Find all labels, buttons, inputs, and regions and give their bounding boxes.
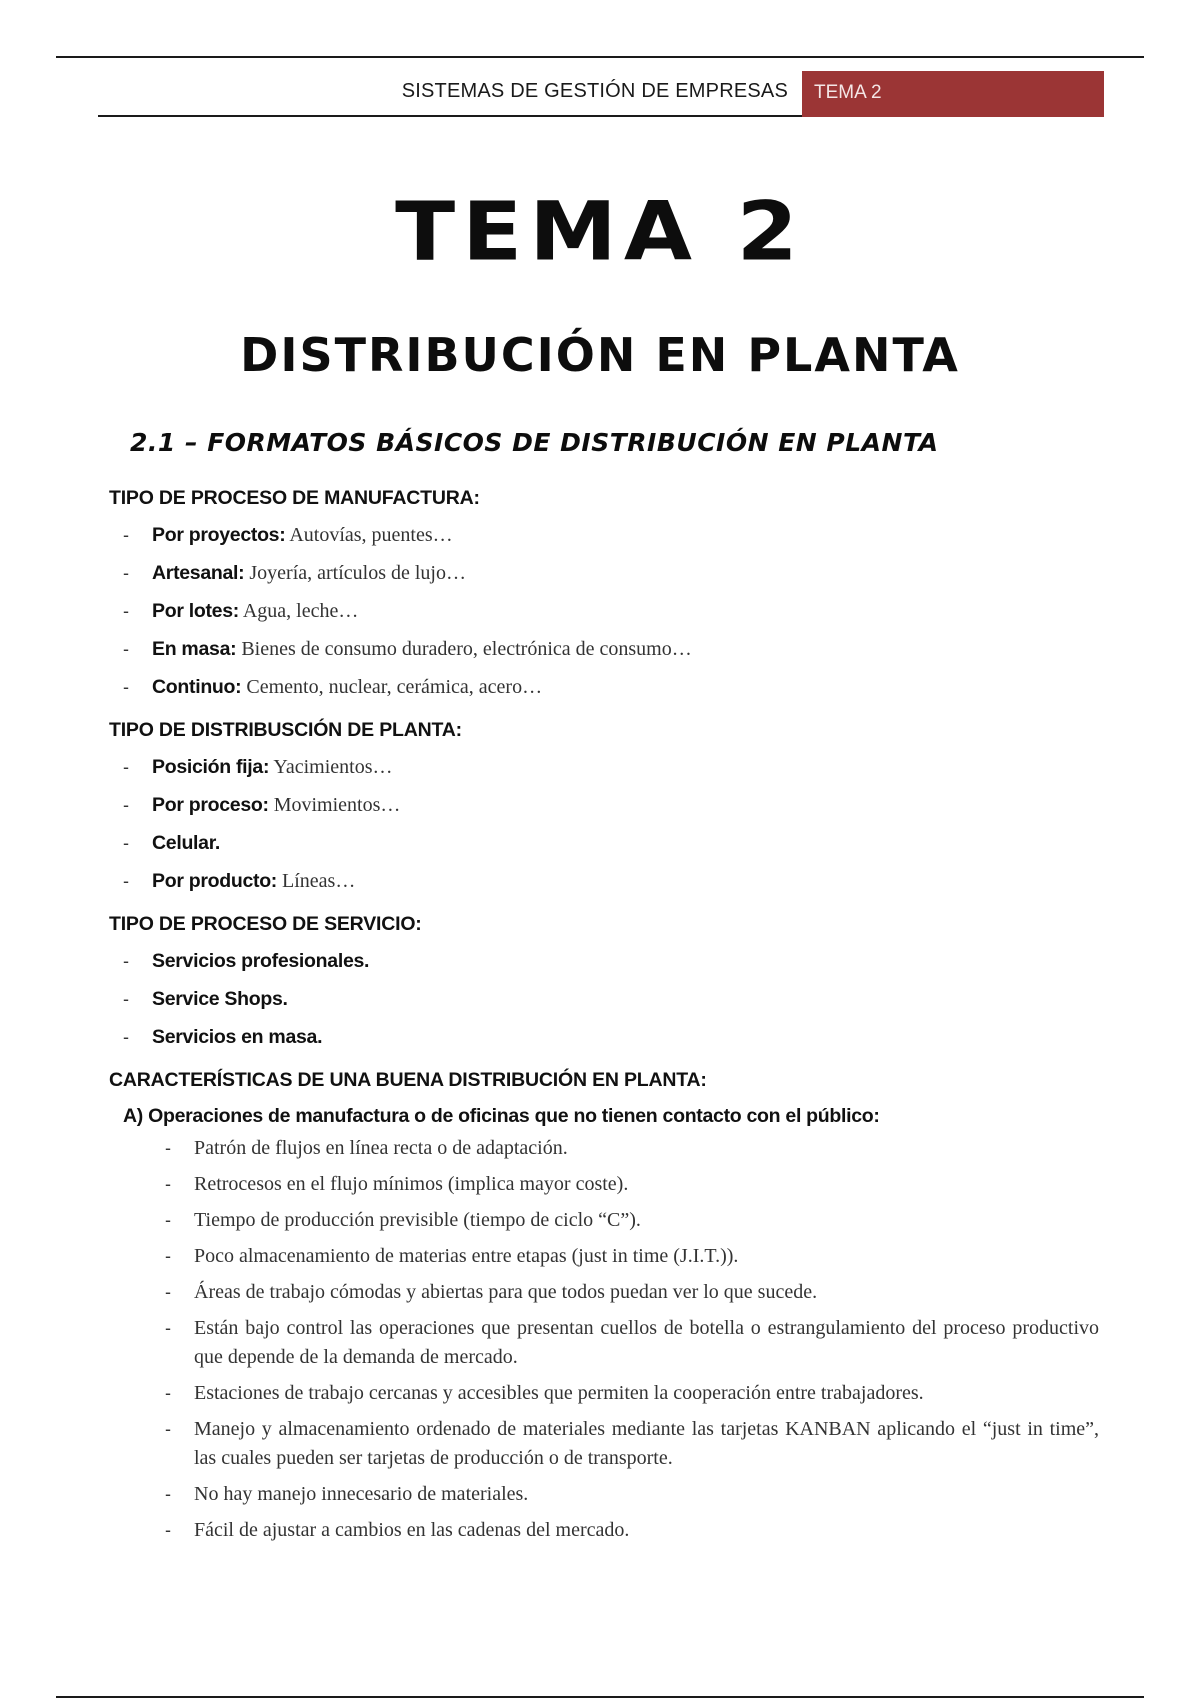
- list-item: [109, 1516, 1099, 1545]
- item-text: Tiempo de producción previsible (tiempo de ciclo “C”).: [194, 1209, 641, 1231]
- dash-bullet-icon: -: [123, 677, 129, 697]
- bullet-list: [109, 748, 1099, 900]
- item-term: Servicios profesionales.: [152, 950, 370, 972]
- item-text: Manejo y almacenamiento ordenado de materiales mediante las tarjetas KANBAN aplicando el “just in time”, las cuales pueden ser tarjetas de producción o de transporte.: [194, 1418, 1099, 1469]
- item-term: Artesanal:: [152, 562, 245, 584]
- item-term: Continuo:: [152, 676, 242, 698]
- group-title: TIPO DE DISTRIBUSCIÓN DE PLANTA:: [109, 719, 462, 741]
- item-text: Están bajo control las operaciones que presentan cuellos de botella o estrangulamiento del proceso productivo que depende de la demanda de mercado.: [194, 1317, 1099, 1368]
- dash-bullet-icon: -: [123, 833, 129, 853]
- dash-bullet-icon: -: [123, 795, 129, 815]
- characteristics-list: [109, 1134, 1099, 1545]
- item-term: Service Shops.: [152, 988, 288, 1010]
- dash-bullet-icon: -: [123, 601, 129, 621]
- item-term: Celular.: [152, 832, 221, 854]
- group-service-process: [109, 906, 1099, 1056]
- list-item: [109, 668, 1099, 706]
- list-item: [109, 1170, 1099, 1199]
- dash-bullet-icon: -: [165, 1419, 171, 1439]
- item-term: En masa:: [152, 638, 237, 660]
- dash-bullet-icon: -: [165, 1318, 171, 1338]
- dash-bullet-icon: -: [165, 1138, 171, 1158]
- group-characteristics: [109, 1062, 1099, 1545]
- dash-bullet-icon: -: [165, 1246, 171, 1266]
- dash-bullet-icon: -: [123, 757, 129, 777]
- item-description: Autovías, puentes…: [289, 524, 453, 546]
- item-description: Joyería, artículos de lujo…: [249, 562, 466, 584]
- list-item: [109, 1206, 1099, 1235]
- group-manufacturing-process: [109, 480, 1099, 706]
- characteristics-subheading: A) Operaciones de manufactura o de oficinas que no tienen contacto con el público:: [123, 1105, 880, 1127]
- dash-bullet-icon: -: [165, 1484, 171, 1504]
- header-underline: [98, 115, 804, 117]
- list-item: [109, 748, 1099, 786]
- dash-bullet-icon: -: [165, 1383, 171, 1403]
- document-subtitle: DISTRIBUCIÓN EN PLANTA: [240, 328, 960, 382]
- group-title: CARACTERÍSTICAS DE UNA BUENA DISTRIBUCIÓN EN PLANTA:: [109, 1069, 707, 1091]
- list-item: [109, 1314, 1099, 1372]
- group-title: TIPO DE PROCESO DE SERVICIO:: [109, 913, 422, 935]
- item-description: Movimientos…: [273, 794, 401, 816]
- dash-bullet-icon: -: [165, 1174, 171, 1194]
- list-item: [109, 1018, 1099, 1056]
- list-item: [109, 942, 1099, 980]
- list-item: [109, 1379, 1099, 1408]
- item-text: Estaciones de trabajo cercanas y accesibles que permiten la cooperación entre trabajadores.: [194, 1382, 924, 1404]
- item-description: Bienes de consumo duradero, electrónica de consumo…: [241, 638, 692, 660]
- item-text: Patrón de flujos en línea recta o de adaptación.: [194, 1137, 568, 1159]
- item-text: Áreas de trabajo cómodas y abiertas para que todos puedan ver lo que sucede.: [194, 1281, 818, 1303]
- item-term: Posición fija:: [152, 756, 270, 778]
- list-item: [109, 980, 1099, 1018]
- item-term: Por lotes:: [152, 600, 239, 622]
- bullet-list: [109, 942, 1099, 1056]
- list-item: [109, 516, 1099, 554]
- item-term: Por proceso:: [152, 794, 269, 816]
- group-title: TIPO DE PROCESO DE MANUFACTURA:: [109, 487, 480, 509]
- page-bottom-rule: [56, 1696, 1144, 1698]
- item-description: Líneas…: [282, 870, 356, 892]
- list-item: [109, 554, 1099, 592]
- item-description: Agua, leche…: [242, 600, 359, 622]
- header-topic-badge: [802, 71, 1104, 117]
- section-heading: 2.1 – FORMATOS BÁSICOS DE DISTRIBUCIÓN EN PLANTA: [130, 428, 939, 457]
- list-item: [109, 1480, 1099, 1509]
- document-body: [109, 480, 1099, 1552]
- dash-bullet-icon: -: [123, 951, 129, 971]
- list-item: [109, 1134, 1099, 1163]
- dash-bullet-icon: -: [165, 1210, 171, 1230]
- list-item: [109, 1242, 1099, 1271]
- page-top-rule: [56, 56, 1144, 58]
- bullet-list: [109, 516, 1099, 706]
- header-badge-label: TEMA 2: [814, 82, 882, 103]
- item-term: Servicios en masa.: [152, 1026, 323, 1048]
- dash-bullet-icon: -: [123, 525, 129, 545]
- item-text: Retrocesos en el flujo mínimos (implica mayor coste).: [194, 1173, 629, 1195]
- dash-bullet-icon: -: [123, 989, 129, 1009]
- item-description: Cemento, nuclear, cerámica, acero…: [246, 676, 543, 698]
- dash-bullet-icon: -: [123, 563, 129, 583]
- list-item: [109, 1278, 1099, 1307]
- list-item: [109, 824, 1099, 862]
- dash-bullet-icon: -: [165, 1520, 171, 1540]
- list-item: [109, 592, 1099, 630]
- item-term: Por producto:: [152, 870, 278, 892]
- dash-bullet-icon: -: [123, 639, 129, 659]
- dash-bullet-icon: -: [123, 1027, 129, 1047]
- item-text: Poco almacenamiento de materias entre etapas (just in time (J.I.T.)).: [194, 1245, 739, 1267]
- document-title: TEMA 2: [395, 184, 805, 279]
- list-item: [109, 630, 1099, 668]
- item-term: Por proyectos:: [152, 524, 286, 546]
- header-course-title: SISTEMAS DE GESTIÓN DE EMPRESAS: [401, 80, 788, 102]
- list-item: [109, 786, 1099, 824]
- list-item: [109, 862, 1099, 900]
- item-text: Fácil de ajustar a cambios en las cadenas del mercado.: [194, 1519, 630, 1541]
- item-description: Yacimientos…: [273, 756, 393, 778]
- item-text: No hay manejo innecesario de materiales.: [194, 1483, 529, 1505]
- list-item: [109, 1415, 1099, 1473]
- dash-bullet-icon: -: [165, 1282, 171, 1302]
- group-plant-layout-type: [109, 712, 1099, 900]
- dash-bullet-icon: -: [123, 871, 129, 891]
